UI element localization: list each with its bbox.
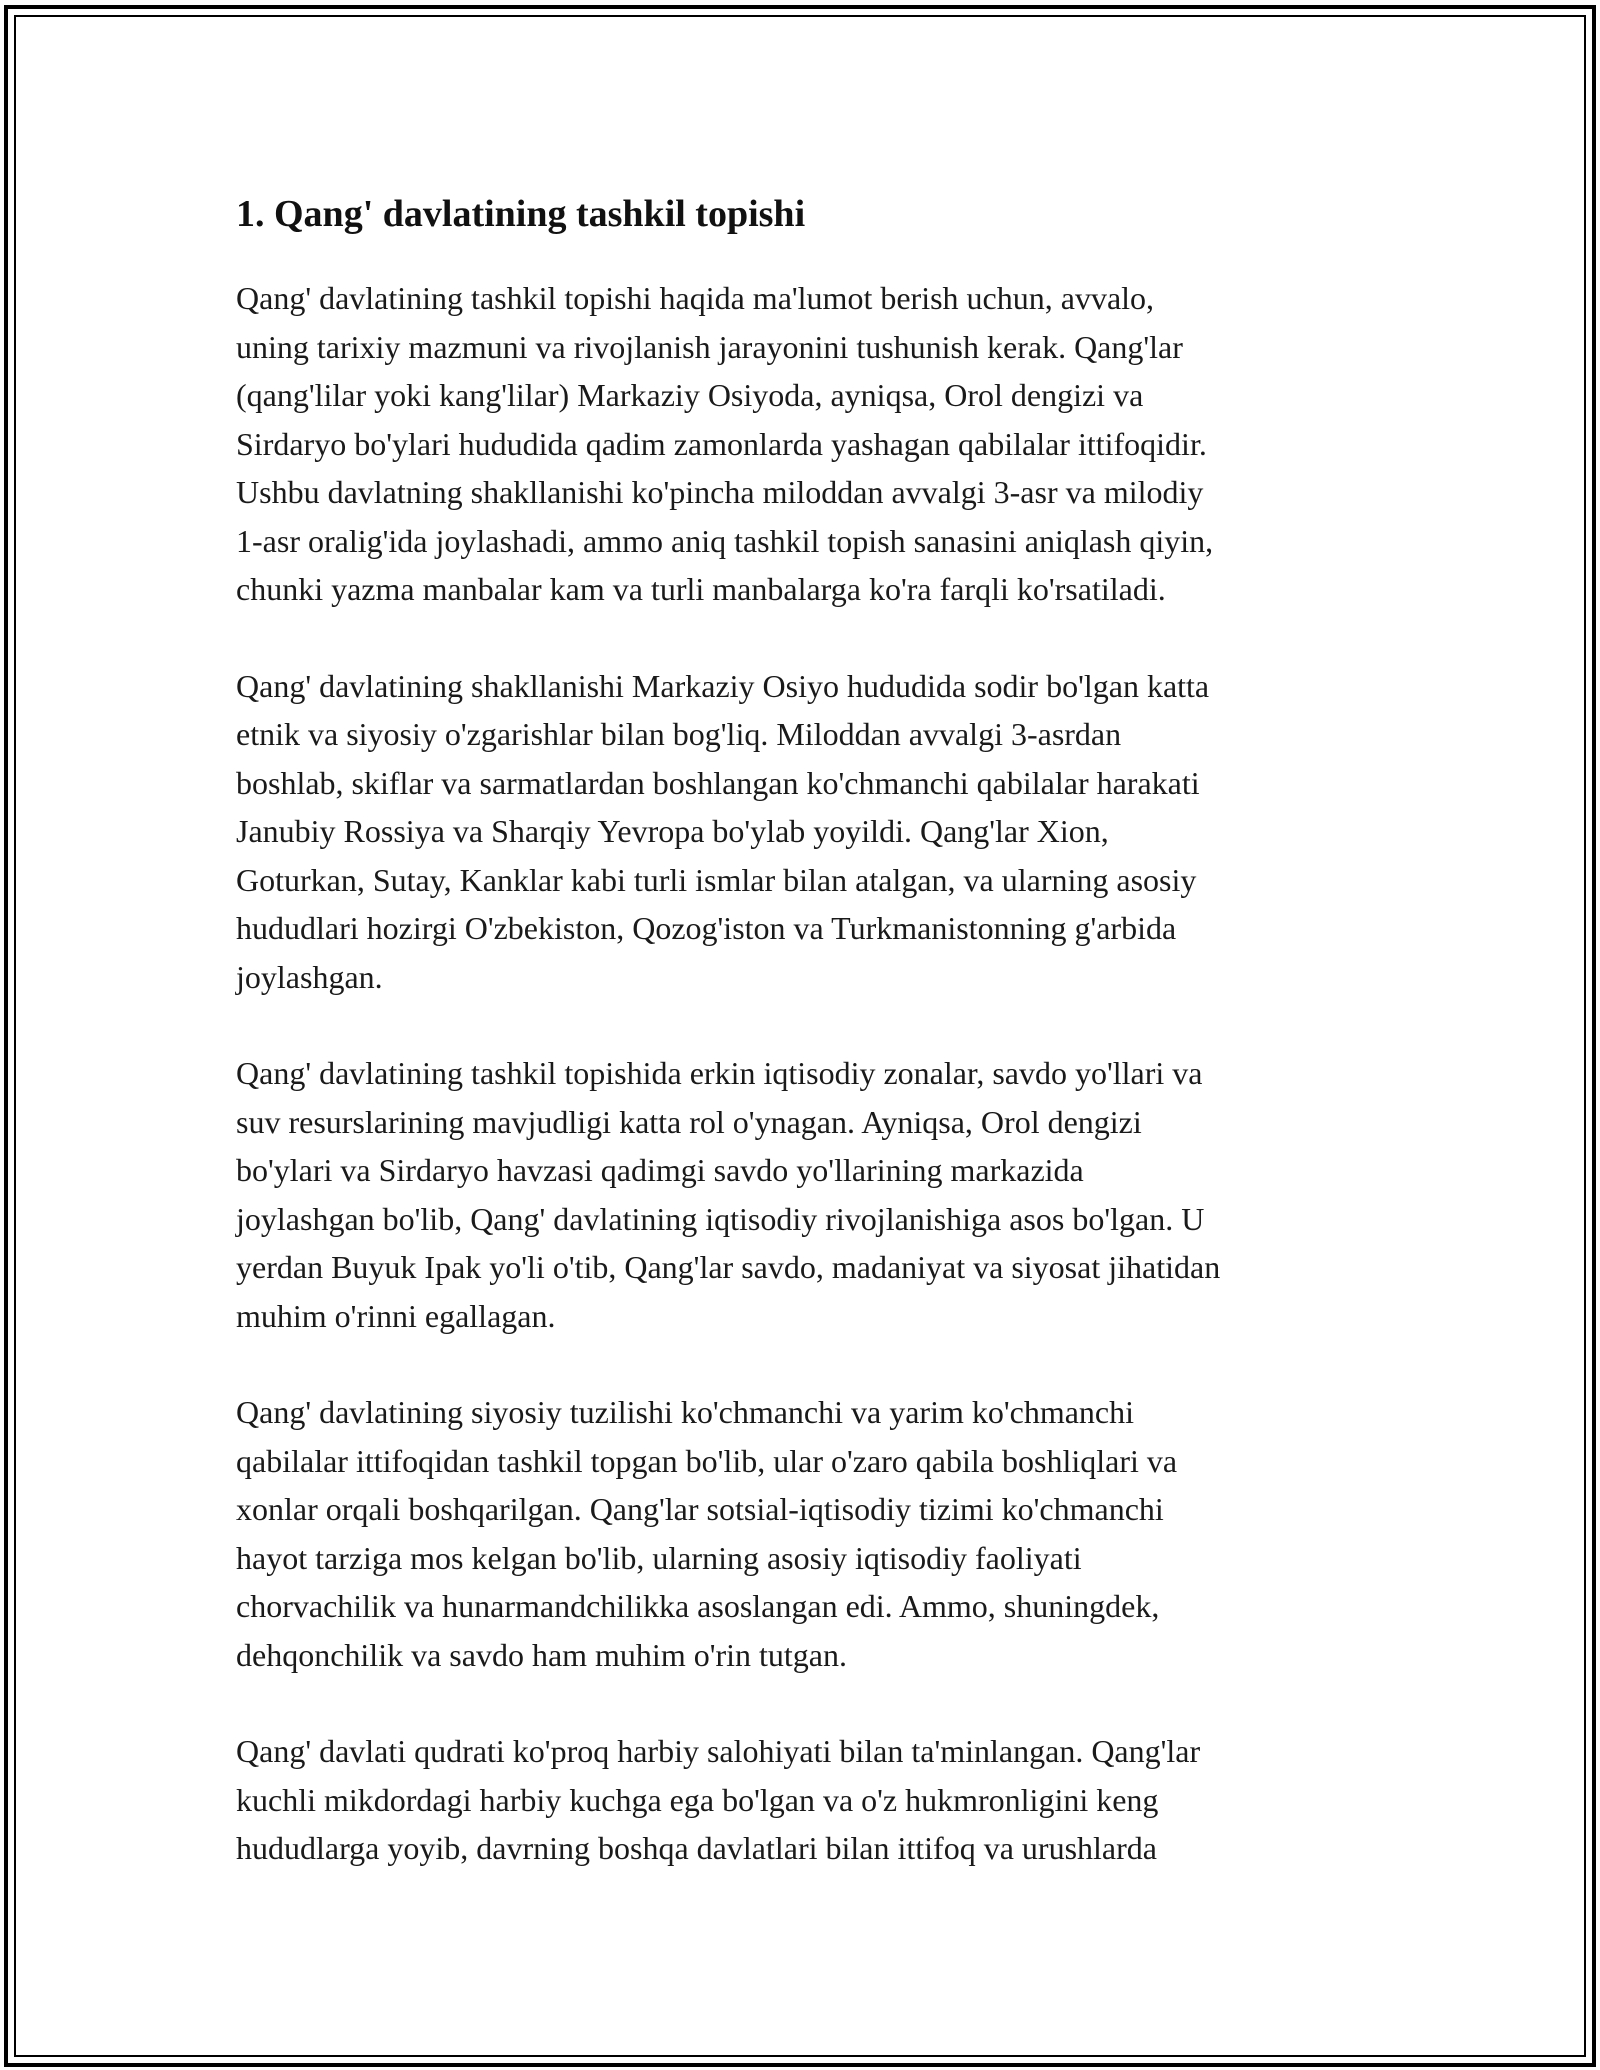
- text-line: uning tarixiy mazmuni va rivojlanish jarayonini tushunish kerak. Qang'lar: [236, 328, 1183, 365]
- text-line: Janubiy Rossiya va Sharqiy Yevropa bo'ylab yoyildi. Qang'lar Xion,: [236, 813, 1109, 849]
- text-line: dehqonchilik va savdo ham muhim o'rin tutgan.: [236, 1636, 847, 1673]
- text-line: (qang'lilar yoki kang'lilar) Markaziy Osiyoda, ayniqsa, Orol dengizi va: [236, 377, 1144, 413]
- text-line: Qang' davlatining tashkil topishida erkin iqtisodiy zonalar, savdo yo'llari va: [236, 1055, 1203, 1091]
- text-line: Qang' davlatining tashkil topishi haqida ma'lumot berish uchun, avvalo,: [236, 280, 1155, 316]
- text-line: yerdan Buyuk Ipak yo'li o'tib, Qang'lar savdo, madaniyat va siyosat jihatidan: [236, 1249, 1221, 1285]
- text-line: boshlab, skiflar va sarmatlardan boshlangan ko'chmanchi qabilalar harakati: [236, 764, 1200, 801]
- text-line: 1-asr oralig'ida joylashadi, ammo aniq tashkil topish sanasini aniqlash qiyin,: [236, 522, 1214, 559]
- text-line: joylashgan.: [236, 958, 383, 995]
- text-line: etnik va siyosiy o'zgarishlar bilan bog'liq. Miloddan avvalgi 3-asrdan: [236, 716, 1122, 752]
- text-line: Goturkan, Sutay, Kanklar kabi turli ismlar bilan atalgan, va ularning asosiy: [236, 861, 1197, 898]
- text-line: hududlarga yoyib, davrning boshqa davlatlari bilan ittifoq va urushlarda: [236, 1830, 1157, 1866]
- paragraph-5: [236, 1727, 1376, 1873]
- text-line: bo'ylari va Sirdaryo havzasi qadimgi savdo yo'llarining markazida: [236, 1152, 1084, 1188]
- text-line: suv resurslarining mavjudligi katta rol o'ynagan. Ayniqsa, Orol dengizi: [236, 1103, 1142, 1140]
- text-line: hayot tarziga mos kelgan bo'lib, ularning asosiy iqtisodiy faoliyati: [236, 1539, 1082, 1576]
- text-line: Qang' davlatining shakllanishi Markaziy Osiyo hududida sodir bo'lgan katta: [236, 667, 1210, 704]
- paragraph-3: [236, 1049, 1376, 1340]
- text-line: muhim o'rinni egallagan.: [236, 1297, 556, 1334]
- text-line: chunki yazma manbalar kam va turli manbalarga ko'ra farqli ko'rsatiladi.: [236, 571, 1166, 607]
- text-line: chorvachilik va hunarmandchilikka asoslangan edi. Ammo, shuningdek,: [236, 1588, 1160, 1624]
- text-line: hududlari hozirgi O'zbekiston, Qozog'iston va Turkmanistonning g'arbida: [236, 910, 1177, 946]
- text-line: Qang' davlati qudrati ko'proq harbiy salohiyati bilan ta'minlangan. Qang'lar: [236, 1733, 1201, 1769]
- text-line: Qang' davlatining siyosiy tuzilishi ko'chmanchi va yarim ko'chmanchi: [236, 1394, 1134, 1430]
- text-line: qabilalar ittifoqidan tashkil topgan bo'lib, ular o'zaro qabila boshliqlari va: [236, 1442, 1178, 1479]
- paragraph-4: [236, 1388, 1376, 1679]
- text-line: joylashgan bo'lib, Qang' davlatining iqtisodiy rivojlanishiga asos bo'lgan. U: [236, 1200, 1205, 1237]
- text-line: xonlar orqali boshqarilgan. Qang'lar sotsial-iqtisodiy tizimi ko'chmanchi: [236, 1491, 1164, 1527]
- document-body: [236, 188, 1376, 1921]
- paragraph-1: [236, 274, 1376, 614]
- section-heading: 1. Qang' davlatining tashkil topishi: [236, 193, 806, 235]
- paragraph-2: [236, 662, 1376, 1002]
- text-line: Sirdaryo bo'ylari hududida qadim zamonlarda yashagan qabilalar ittifoqidir.: [236, 425, 1207, 462]
- text-line: kuchli mikdordagi harbiy kuchga ega bo'lgan va o'z hukmronligini keng: [236, 1781, 1159, 1818]
- text-line: Ushbu davlatning shakllanishi ko'pincha miloddan avvalgi 3-asr va milodiy: [236, 474, 1204, 510]
